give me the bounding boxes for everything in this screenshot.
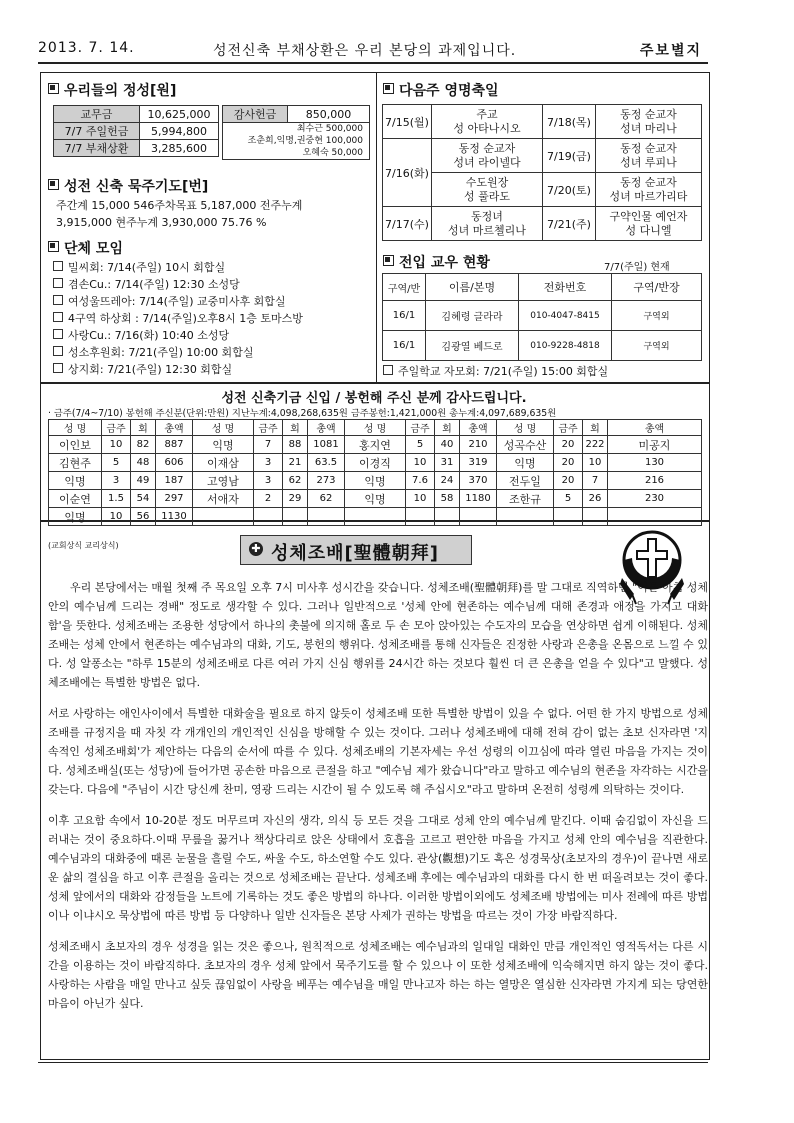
bullet-icon	[53, 312, 63, 322]
group-item: 상지회: 7/21(주일) 12:30 회합실	[53, 361, 232, 377]
thanks-table: 감사헌금 850,000 최수근 500,000 조춘희,익명,권중현 100,000 오혜숙 50,000	[222, 105, 370, 160]
table-row: 김현주 5 48 606 이재삼 3 21 63.5 이경직 10 31 319 익명 20 10 130	[49, 454, 702, 472]
table-row: 이인보 10 82 887 익명 7 88 1081 홍지연 5 40 210 성곡수산 20 222 미공지	[49, 436, 702, 454]
cross-icon: ✚	[249, 542, 263, 556]
fund-table	[48, 419, 702, 526]
checkbox-icon	[48, 179, 59, 190]
top-divider	[376, 72, 377, 382]
header-rule	[38, 62, 708, 64]
bullet-icon	[53, 363, 63, 373]
bullet-icon	[53, 261, 63, 271]
article-paragraph: 성체조배시 초보자의 경우 성경을 읽는 것은 좋으나, 원칙적으로 성체조배는 예수님과의 일대일 대화인 만큼 개인적인 영적독서는 다른 시간을 이용하는 것이 바람직하다. 초보자의 경우 성체 앞에서 묵주기도를 할 수 있으나 이 또한 성체조배에 익숙해지면 하지 않는 것이 좋다. 사랑하는 사람을 매일 만나고 싶듯 끊임없이 사랑을 베푸는 예수님을 매일 만나고자 하는 하는 열망은 열심한 신자라면 가지게 되는 당연한 마음이 아닌가 싶다.	[48, 940, 708, 1010]
fund-title: 성전 신축기금 신입 / 봉헌해 주신 분께 감사드립니다.	[221, 391, 527, 406]
transfer-note: 주일학교 자모회: 7/21(주일) 15:00 회합실	[383, 363, 608, 379]
article-body	[48, 578, 708, 1025]
bullet-icon	[53, 295, 63, 305]
table-row: 이순연 1.5 54 297 서애자 2 29 62 익명 10 58 1180 조한규 5 26 230	[49, 490, 702, 508]
checkbox-icon	[383, 83, 394, 94]
offerings-table: 교무금 10,625,000 7/7 주일헌금 5,994,800 7/7 부채상환 3,285,600	[53, 105, 219, 157]
group-item: 여성울뜨레아: 7/14(주일) 교중미사후 회합실	[53, 293, 286, 309]
group-item: 밀씨회: 7/14(주일) 10시 회합실	[53, 259, 225, 275]
group-item: 성소후원회: 7/21(주일) 10:00 회합실	[53, 344, 253, 360]
article-paragraph: 우리 본당에서는 매월 첫째 주 목요일 오후 7시 미사후 성시간을 갖습니다. 성체조배(聖體朝拜)를 말 그대로 직역하면 "이른 아침 성체 안의 예수님께 드리는 경배" 정도로 생각할 수 있다. 그러나 일반적으로 '성체 안에 현존하는 예수님께 대해 존경과 애정을 가지고 대화함'을 뜻한다. 성체조배는 조용한 성당에서 하나의 촛불에 의지해 홀로 두 손 모아 앉아있는 수도자의 모습을 연상하면 쉽게 이해된다. 성체조배는 성체 안에서 현존하는 예수님과의 대화, 기도, 봉헌의 행위다. 성체조배를 통해 신자들은 진정한 사랑과 은총을 온몸으로 느낄 수 있다. 성 알퐁소는 "하루 15분의 성체조배로 다른 여러 가지 신심 행위를 24시간 하는 것보다 훨씬 더 큰 은총을 얻을 수 있다"고 말했다. 성체조배에는 특별한 방법은 없다.	[48, 581, 708, 689]
article-title-box	[240, 535, 472, 565]
footer-rule	[38, 1062, 708, 1063]
bulletin-motto: 성전신축 부채상환은 우리 본당의 과제입니다.	[213, 43, 517, 59]
table-row: 익명 3 49 187 고영남 3 62 273 익명 7.6 24 370 전두일 20 7 216	[49, 472, 702, 490]
prayer-line-1: 주간계 15,000 546주차목표 5,187,000 전주누계	[56, 199, 303, 212]
article-tag: (교회상식 교리상식)	[48, 541, 119, 550]
bullet-icon	[383, 365, 393, 375]
feast-table: 7/15(월) 주교 성 아타나시오 7/18(목) 동정 순교자 성녀 마리나 7/16(화) 동정 순교자 성녀 라이넬다 7/19(금) 동정 순교자 성녀 루피나 수도원장 성 풀라도 7/20(토) 동정 순교자 성녀 마르가리타 7/17(수) 동정녀 성녀 마르첼리나 7/21(주) 구약인물 예언자 성 다니엘	[382, 104, 702, 241]
bullet-icon	[53, 278, 63, 288]
table-row: 성 명 금주 회 총액 성 명 금주 회 총액 성 명 금주 회 총액 성 명 금주 회 총액	[49, 420, 702, 436]
prayer-line-2: 3,915,000 현주누계 3,930,000 75.76 %	[56, 216, 267, 229]
group-item: 사랑Cu.: 7/16(화) 10:40 소성당	[53, 327, 229, 343]
bulletin-date: 2013. 7. 14.	[38, 40, 135, 56]
article-title: 성체조배[聖體朝拜]	[271, 543, 440, 564]
bulletin-label: 주보별지	[639, 43, 702, 59]
checkbox-icon	[48, 83, 59, 94]
feast-title: 다음주 영명축일	[383, 80, 499, 100]
article-paragraph: 이후 고요함 속에서 10-20분 정도 머무르며 자신의 생각, 의식 등 모든 것을 그대로 성체 안의 예수님께 맡긴다. 이때 숨김없이 자신을 드러내는 것이 중요하다.이때 무릎을 꿇거나 책상다리로 앉은 상태에서 호흡을 고르고 편안한 마음을 가지고 성체 안의 예수님을 직관한다. 예수님과의 대화중에 때론 눈물을 흘릴 수도, 싸울 수도, 하소연할 수도 있다. 관상(觀想)기도 혹은 성경묵상(초보자의 경우)이 끝나면 새로운 삶의 결심을 하고 이후 큰절을 올리는 것으로 성체조배는 끝난다. 성체조배 후에는 예수님과의 대화를 다시 한 번 떠올려보는 것이 좋다. 성체 앞에서의 대화와 감정들을 노트에 기록하는 것도 좋은 방법의 하나다. 이러한 방법이외에도 성체조배 방법에는 미사 전례에 따른 방법이나 이냐시오 묵상법에 따른 방법 등 다양하나 일반 신자들은 본당 사제가 권하는 방법을 따르는 것이 가장 바람직하다.	[48, 814, 708, 922]
bullet-icon	[53, 346, 63, 356]
bullet-icon	[53, 329, 63, 339]
prayer-title: 성전 신축 묵주기도[번]	[48, 176, 208, 196]
table-row: 익명 10 56 1130	[49, 508, 702, 526]
transfer-asof: 7/7(주일) 현재	[604, 262, 670, 273]
transfer-table: 구역/반 이름/본명 전화번호 구역/반장 16/1 김혜령 글라라 010-4047-8415 구역외 16/1 김광열 베드로 010-9228-4818 구역외	[382, 273, 702, 361]
checkbox-icon	[383, 255, 394, 266]
fund-summary: · 금주(7/4~7/10) 봉헌해 주신분(단위:만원) 지난누계:4,098,268,635원 금주봉헌:1,421,000원 총누계:4,097,689,635원	[48, 408, 557, 419]
groups-title: 단체 모임	[48, 238, 123, 258]
group-item: 4구역 하상회 : 7/14(주일)오후8시 1층 토마스방	[53, 310, 303, 326]
offerings-title: 우리들의 정성[원]	[48, 80, 176, 100]
group-item: 겸손Cu.: 7/14(주일) 12:30 소성당	[53, 276, 240, 292]
article-paragraph: 서로 사랑하는 애인사이에서 특별한 대화술을 필요로 하지 않듯이 성체조배 또한 특별한 방법이 있을 수 없다. 어떤 한 가지 방법으로 성체조배를 규정지을 때 자칫 각 개개인의 개인적인 신심을 방해할 수 있는 것이다. 그러나 성체조배에 대해 전혀 감이 없는 초보 신자라면 '지속적인 성체조배회'가 제안하는 다음의 순서에 따를 수 있다. 성체조배의 기본자세는 우선 성령의 이끄심에 따라 열린 마음을 가지는 것이다. 성체조배실(또는 성당)에 들어가면 공손한 마음으로 큰절을 하고 "예수님 제가 왔습니다"라고 말하고 예수님의 현존을 자각하는 시간을 갖는다. 다음에 "주님이 시간 당신께 찬미, 영광 드리는 시간이 될 수 있도록 해 주십시오"라고 말하며 온전히 성령께 의탁하는 것이다.	[48, 707, 708, 796]
transfer-title: 전입 교우 현황	[383, 252, 490, 272]
page-header	[38, 38, 706, 62]
checkbox-icon	[48, 241, 59, 252]
